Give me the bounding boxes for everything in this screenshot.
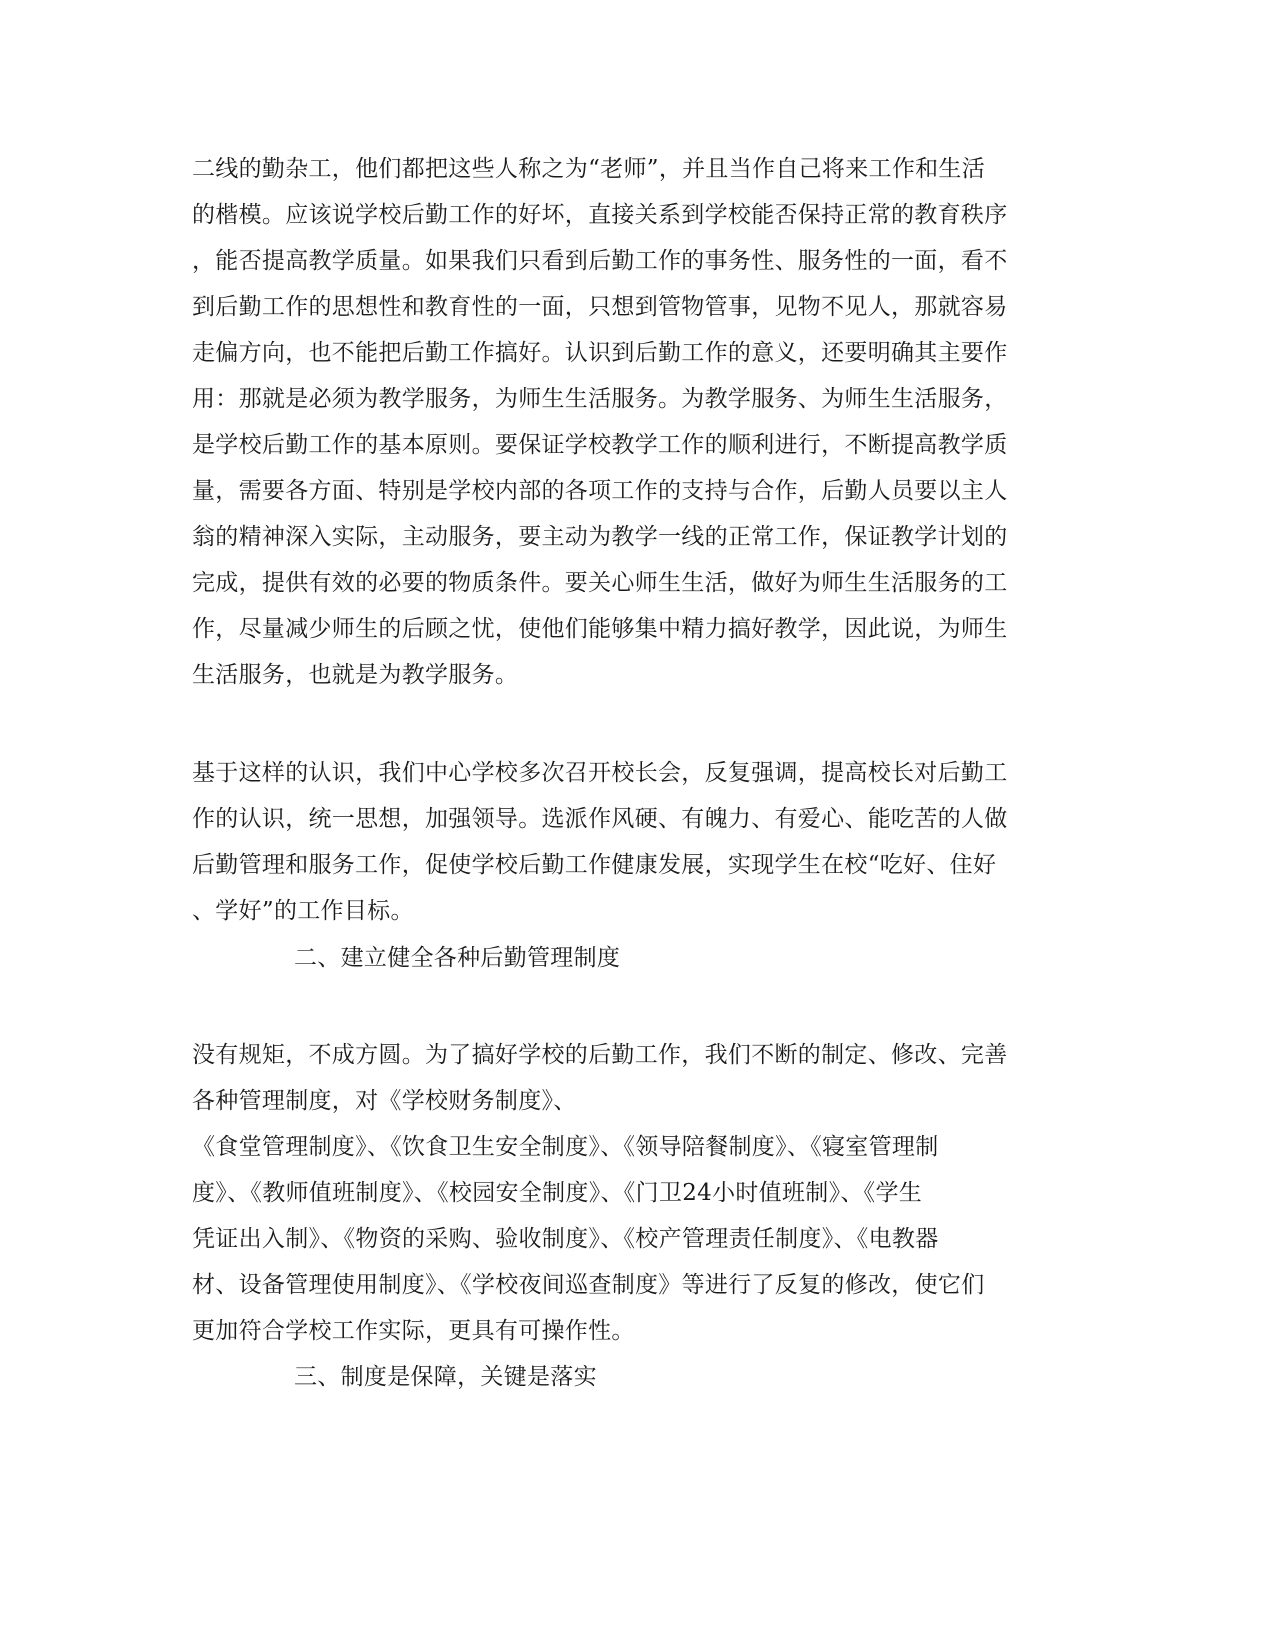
section-heading: 二、建立健全各种后勤管理制度 xyxy=(294,945,621,971)
section-heading: 三、制度是保障，关键是落实 xyxy=(294,1364,597,1390)
paragraph-line: 到后勤工作的思想性和教育性的一面，只想到管物管事，见物不见人，那就容易 xyxy=(192,294,1008,320)
paragraph-line: 是学校后勤工作的基本原则。要保证学校教学工作的顺利进行，不断提高教学质 xyxy=(192,432,1008,458)
paragraph-line: 走偏方向，也不能把后勤工作搞好。认识到后勤工作的意义，还要明确其主要作 xyxy=(192,340,1008,366)
paragraph-line: 作的认识，统一思想，加强领导。选派作风硬、有魄力、有爱心、能吃苦的人做 xyxy=(192,806,1008,832)
paragraph-line: 材、设备管理使用制度》、《学校夜间巡查制度》等进行了反复的修改，使它们 xyxy=(192,1272,985,1298)
paragraph-line: 的楷模。应该说学校后勤工作的好坏，直接关系到学校能否保持正常的教育秩序 xyxy=(192,202,1008,228)
paragraph-line: 完成，提供有效的必要的物质条件。要关心师生生活，做好为师生生活服务的工 xyxy=(192,570,1008,596)
paragraph-line: 后勤管理和服务工作，促使学校后勤工作健康发展，实现学生在校“吃好、住好 xyxy=(192,852,997,878)
paragraph-line: 基于这样的认识，我们中心学校多次召开校长会，反复强调，提高校长对后勤工 xyxy=(192,760,1008,786)
paragraph-line: 二线的勤杂工，他们都把这些人称之为“老师”，并且当作自己将来工作和生活 xyxy=(192,156,986,182)
paragraph-line: 量，需要各方面、特别是学校内部的各项工作的支持与合作，后勤人员要以主人 xyxy=(192,478,1008,504)
paragraph-line: 《食堂管理制度》、《饮食卫生安全制度》、《领导陪餐制度》、《寝室管理制 xyxy=(192,1134,939,1160)
paragraph-line: 作，尽量减少师生的后顾之忧，使他们能够集中精力搞好教学，因此说，为师生 xyxy=(192,616,1008,642)
paragraph-line: 度》、《教师值班制度》、《校园安全制度》、《门卫24小时值班制》、《学生 xyxy=(192,1180,923,1206)
paragraph-line: 用：那就是必须为教学服务，为师生生活服务。为教学服务、为师生生活服务， xyxy=(192,386,1008,412)
paragraph-line: ，能否提高教学质量。如果我们只看到后勤工作的事务性、服务性的一面，看不 xyxy=(192,248,1008,274)
paragraph-line: 、学好”的工作目标。 xyxy=(192,898,414,924)
paragraph-line: 翁的精神深入实际，主动服务，要主动为教学一线的正常工作，保证教学计划的 xyxy=(192,524,1008,550)
paragraph-line: 没有规矩，不成方圆。为了搞好学校的后勤工作，我们不断的制定、修改、完善 xyxy=(192,1042,1008,1068)
paragraph-line: 凭证出入制》、《物资的采购、验收制度》、《校产管理责任制度》、《电教器 xyxy=(192,1226,939,1252)
paragraph-line: 更加符合学校工作实际，更具有可操作性。 xyxy=(192,1318,635,1344)
paragraph-line: 各种管理制度，对《学校财务制度》、 xyxy=(192,1088,577,1114)
paragraph-line: 生活服务，也就是为教学服务。 xyxy=(192,662,519,688)
